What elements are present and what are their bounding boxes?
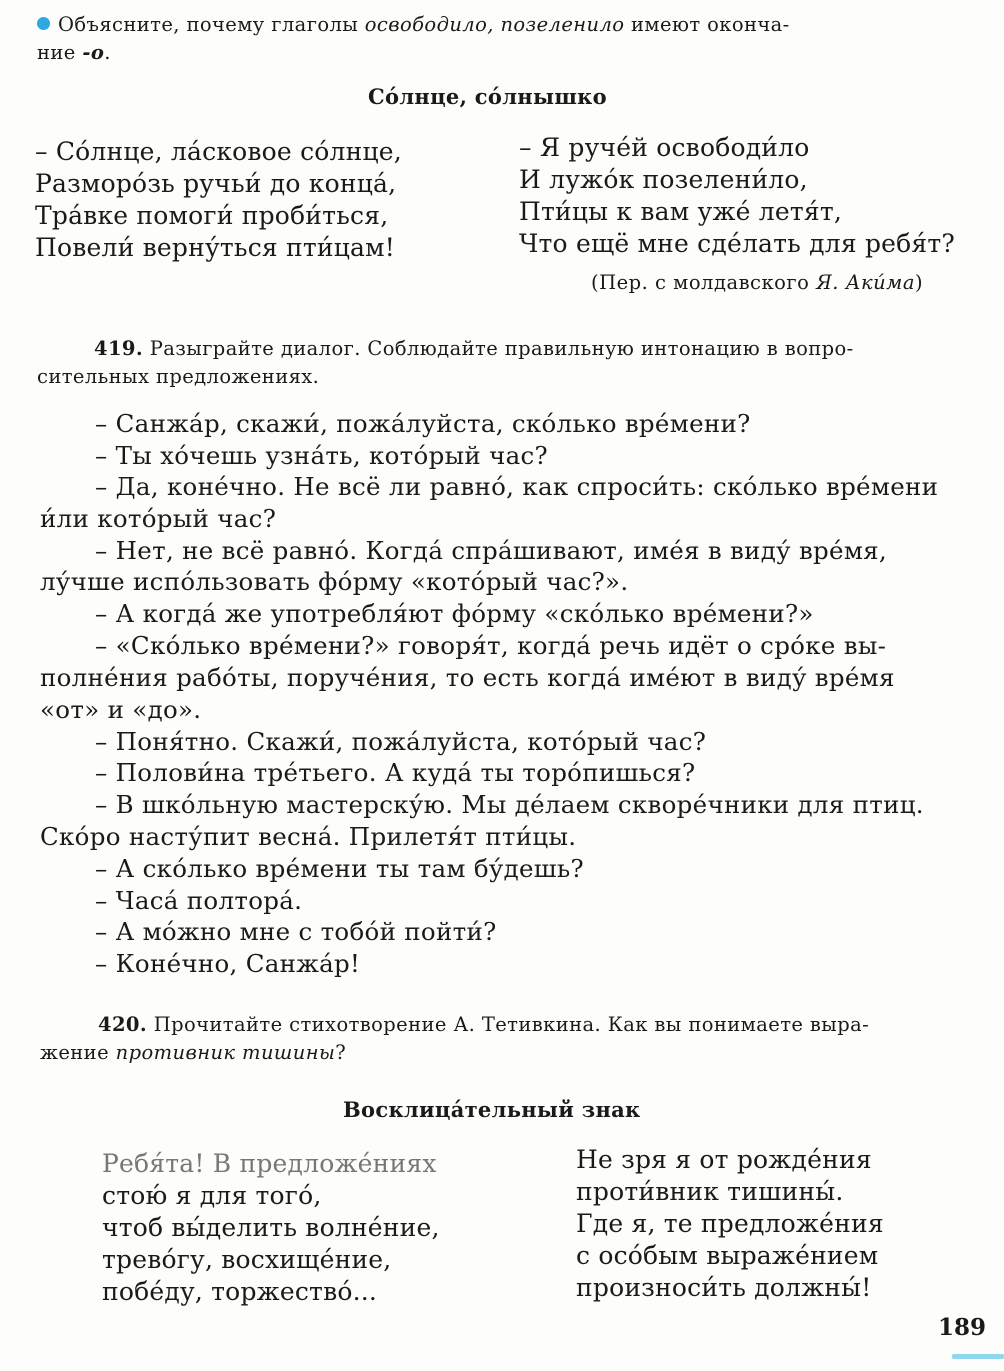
corner-accent-bar xyxy=(952,1354,1004,1359)
poem-line: Что ещё мне сде́лать для ребя́т? xyxy=(519,229,955,258)
poem1-title: Со́лнце, со́лнышко xyxy=(368,84,607,109)
poem-line: с осо́бым выраже́нием xyxy=(576,1241,879,1270)
intro-task-line-1: Объясните, почему глаголы освободило, позеленило имеют оконча- xyxy=(37,13,790,36)
poem-line: трево́гу, восхище́ние, xyxy=(102,1245,392,1274)
poem-line: Где я, те предложе́ния xyxy=(576,1209,884,1238)
task420-line-1: 420. Прочитайте стихотворение А. Тетивкина. Как вы понимаете выра- xyxy=(98,1013,870,1036)
task-number: 420. xyxy=(98,1013,148,1036)
dialog-line: лу́чше испо́льзовать фо́рму «кото́рый час?». xyxy=(40,567,629,596)
task-number: 419. xyxy=(94,337,144,360)
poem-line: – Я руче́й освободи́ло xyxy=(519,133,810,162)
poem-line: Разморо́зь ручьи́ до конца́, xyxy=(35,169,397,198)
intro-task-line-2: ние -о. xyxy=(37,41,111,64)
dialog-line: – А когда́ же употребля́ют фо́рму «ско́лько вре́мени?» xyxy=(95,599,814,628)
task419-line-2: сительных предложениях. xyxy=(37,365,320,388)
poem2-title: Восклица́тельный знак xyxy=(343,1097,641,1122)
dialog-line: полне́ния рабо́ты, поруче́ния, то есть когда́ име́ют в виду́ вре́мя xyxy=(40,663,895,692)
poem-line: стою́ я для того́, xyxy=(102,1181,322,1210)
poem2-left-stanza xyxy=(102,1148,440,1308)
poem-line: – Со́лнце, ла́сковое со́лнце, xyxy=(35,137,402,166)
dialog-line: – Ты хо́чешь узна́ть, кото́рый час? xyxy=(95,441,548,470)
page-number: 189 xyxy=(938,1314,987,1341)
dialog-line: – Поня́тно. Скажи́, пожа́луйста, кото́рый час? xyxy=(95,727,707,756)
poem-line: чтоб вы́делить волне́ние, xyxy=(102,1213,440,1242)
poem-line: произноси́ть должны́! xyxy=(576,1273,872,1302)
dialog-line: – В шко́льную мастерску́ю. Мы де́лаем скворе́чники для птиц. xyxy=(95,790,924,819)
dialog-line: «от» и «до». xyxy=(40,695,202,724)
dialog-line: – «Ско́лько вре́мени?» говоря́т, когда́ речь идёт о сро́ке вы- xyxy=(95,631,887,660)
poem-line: Повели́ верну́ться пти́цам! xyxy=(35,233,396,262)
poem-line: Не зря я от рожде́ния xyxy=(576,1145,872,1174)
task420-line-2: жение противник тишины? xyxy=(40,1041,347,1064)
dialog-line: – Нет, не всё равно́. Когда́ спра́шивают, име́я в виду́ вре́мя, xyxy=(95,536,888,565)
dialog-line: – Коне́чно, Санжа́р! xyxy=(95,949,361,978)
dialog-line: Ско́ро насту́пит весна́. Прилетя́т пти́цы. xyxy=(40,822,577,851)
poem-line: проти́вник тишины́. xyxy=(576,1177,844,1206)
dialog-line: – А ско́лько вре́мени ты там бу́дешь? xyxy=(95,854,584,883)
dialog-line: – Полови́на тре́тьего. А куда́ ты торо́пишься? xyxy=(95,758,696,787)
poem1-credit: (Пер. с молдавского Я. Аки́ма) xyxy=(591,271,924,294)
dialog-line: – Санжа́р, скажи́, пожа́луйста, ско́лько вре́мени? xyxy=(95,409,751,438)
task419-line-1: 419. Разыграйте диалог. Соблюдайте правильную интонацию в вопро- xyxy=(94,337,854,360)
dialog-line: и́ли кото́рый час? xyxy=(40,504,277,533)
poem-line: Пти́цы к вам уже́ летя́т, xyxy=(519,197,843,226)
dialog-line: – А мо́жно мне с тобо́й пойти́? xyxy=(95,917,497,946)
poem-line: Ребя́та! В предложе́ниях xyxy=(102,1149,437,1178)
poem2-right-stanza xyxy=(576,1144,884,1304)
dialog-line: – Часа́ полтора́. xyxy=(95,886,303,915)
poem-line: Тра́вке помоги́ проби́ться, xyxy=(35,201,389,230)
dialog-line: – Да, коне́чно. Не всё ли равно́, как спроси́ть: ско́лько вре́мени xyxy=(95,472,939,501)
poem-line: побе́ду, торжество́... xyxy=(102,1277,378,1306)
poem-line: И лужо́к позелени́ло, xyxy=(519,165,808,194)
